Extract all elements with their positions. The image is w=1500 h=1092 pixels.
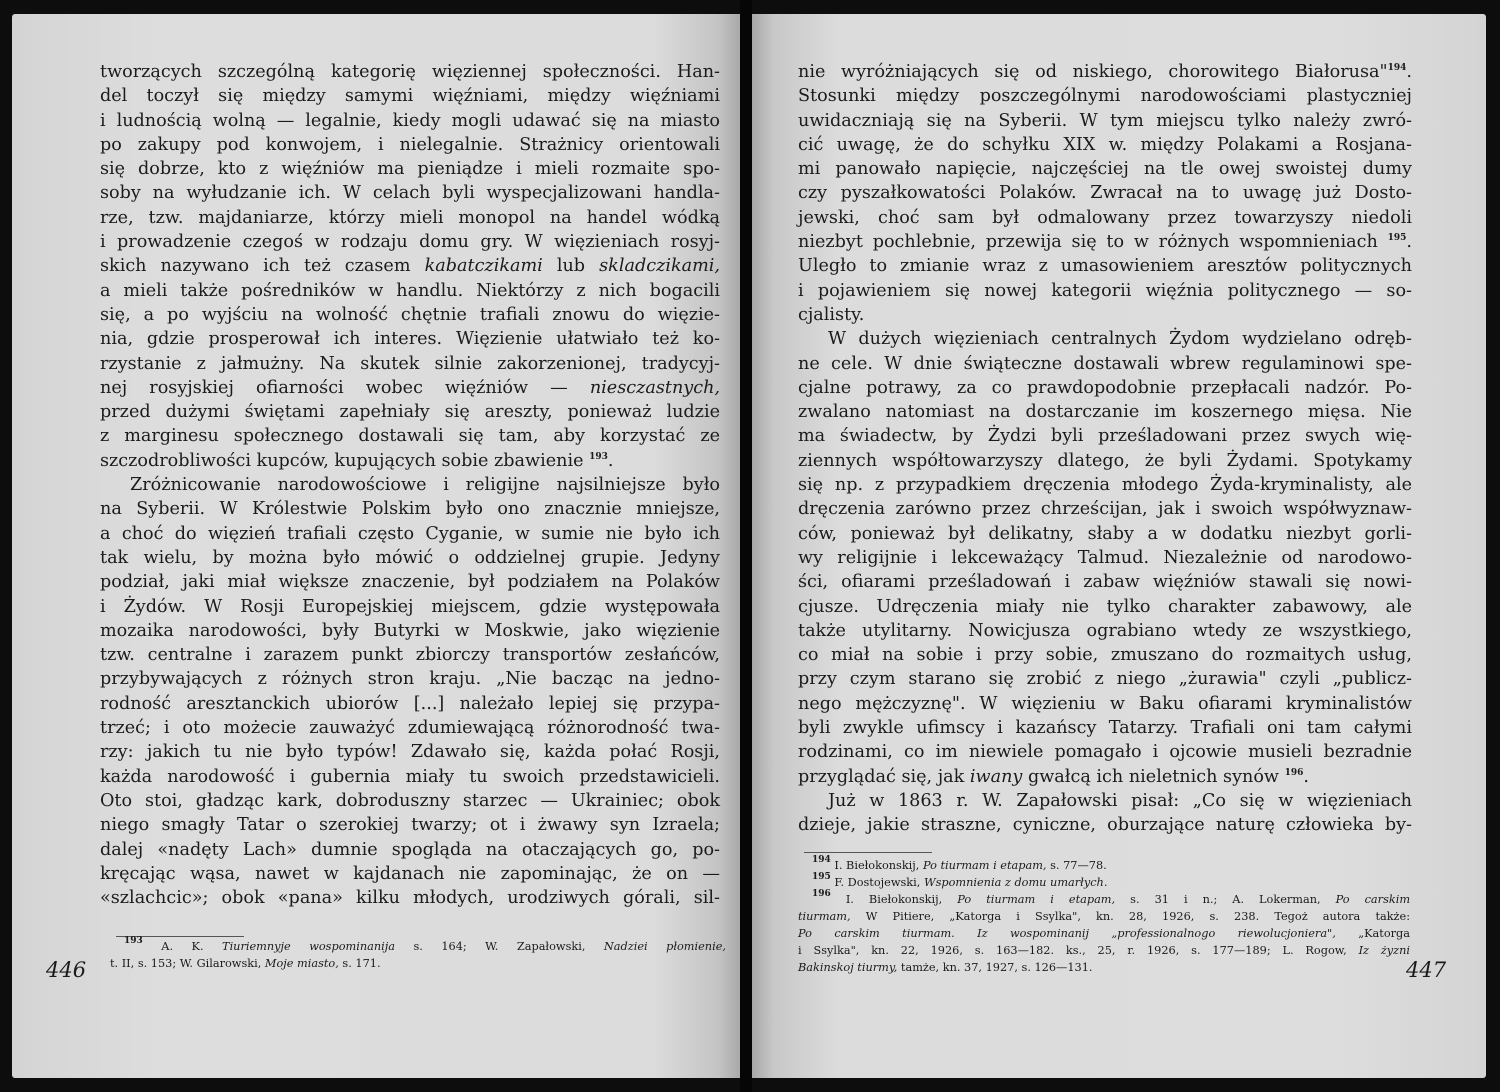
text-line: rzy: jakich tu nie było typów! Zdawało się, każda połać Rosji, bbox=[100, 742, 720, 763]
text-line: rodność aresztanckich ubiorów [...] należało lepiej się przypa- bbox=[100, 693, 720, 714]
italic-term: tiurmam, bbox=[798, 910, 851, 923]
text-line: zwalano natomiast na dostarczanie im koszernego mięsa. Nie bbox=[798, 402, 1412, 423]
italic-term: iwany bbox=[969, 766, 1023, 787]
text-line: szczodrobliwości kupców, kupujących sobie zbawienie $^{193}$. bbox=[100, 450, 614, 471]
footnote-number: 194 bbox=[812, 855, 831, 865]
text-span: s. 31 i n.; A. Lokerman, bbox=[1130, 893, 1321, 906]
left-footnotes bbox=[110, 938, 726, 972]
footnote-rule bbox=[804, 852, 932, 853]
text-line: ziennych współtowarzyszy dlatego, że byli Żydami. Spotykamy bbox=[798, 450, 1412, 471]
footnote-line bbox=[798, 942, 1410, 959]
footnote-ref: 196 bbox=[1284, 767, 1304, 778]
text-line: się, a po wyjściu na wolność chętnie trafiali znowu do więzie- bbox=[100, 304, 720, 325]
footnote-ref: 195 bbox=[1387, 233, 1407, 244]
text-line: rzystanie z jałmużny. Na skutek silnie zakorzenionej, tradycyj- bbox=[100, 353, 720, 374]
right-page-body bbox=[798, 60, 1412, 838]
text-span: i Ssylka", kn. 22, 1926, s. 163—182. ks., 25, r. 1926, s. 177—189; L. Rogow, bbox=[798, 944, 1347, 957]
text-span: niezbyt pochlebnie, przewija się to w różnych wspomnieniach bbox=[798, 232, 1378, 253]
page-number: 446 bbox=[46, 958, 87, 982]
footnote-line bbox=[798, 891, 1410, 908]
text-line: przed dużymi świętami zapełniały się areszty, ponieważ ludzie bbox=[100, 402, 720, 423]
text-line: przybywających z różnych stron kraju. „Nie bacząc na jedno- bbox=[100, 669, 720, 690]
footnote-line bbox=[798, 874, 1410, 891]
text-line: soby na wyłudzanie ich. W celach byli wyspecjalizowani handla- bbox=[100, 183, 720, 204]
text-span: gwałcą ich nieletnich synów bbox=[1027, 766, 1279, 787]
text-line: i prowadzenie czegoś w rodzaju domu gry. W więzieniach rosyj- bbox=[100, 232, 720, 253]
text-line: ma świadectw, by Żydzi byli prześladowani przez swych wię- bbox=[798, 426, 1412, 447]
text-line: nego mężczyznę". W więzieniu w Baku ofiarami kryminalistów bbox=[798, 693, 1412, 714]
text-line: mozaika narodowości, były Butyrki w Moskwie, jako więzienie bbox=[100, 620, 720, 641]
text-span: W Pitiere, „Katorga i Ssylka", kn. 28, 1926, s. 238. Tegoż autora także: bbox=[865, 910, 1411, 923]
italic-term: Po carskim bbox=[1335, 893, 1411, 906]
text-line: kręcając wąsa, nawet w kajdanach nie zapominając, że on — bbox=[100, 863, 720, 884]
text-line: Już w 1863 r. W. Zapałowski pisał: „Co się w więzieniach bbox=[828, 790, 1412, 811]
text-line: co miał na sobie i przy sobie, zmuszano do rozmaitych usług, bbox=[798, 645, 1412, 666]
text-line: przy czym starano się zrobić z niego „żurawia" czyli „publicz- bbox=[798, 669, 1412, 690]
italic-term: Moje miasto, bbox=[264, 957, 339, 970]
footnote-number: 196 bbox=[812, 889, 831, 899]
footnote-number: 193 bbox=[124, 936, 143, 946]
text-line: nia, gdzie prosperował ich interes. Więzienie ułatwiało też ko- bbox=[100, 329, 720, 350]
italic-term: skladczikami, bbox=[599, 256, 721, 277]
text-span: s. 171. bbox=[342, 957, 381, 970]
text-line: ści, ofiarami prześladowań i zabaw więźniów stawali się nowi- bbox=[798, 572, 1412, 593]
text-line: i ludnością wolną — legalnie, kiedy mogli udawać się na miasto bbox=[100, 110, 720, 131]
italic-term: niesczastnych, bbox=[589, 377, 721, 398]
footnote-line bbox=[798, 959, 1410, 976]
text-line: tworzących szczególną kategorię więziennej społeczności. Han- bbox=[100, 62, 720, 82]
text-line: przyglądać się, jak iwany gwałcą ich nieletnich synów $^{196}$. bbox=[798, 766, 1309, 787]
footnote-line bbox=[798, 908, 1410, 925]
text-line: W dużych więzieniach centralnych Żydom wydzielano odręb- bbox=[828, 329, 1412, 350]
text-line bbox=[100, 376, 720, 400]
text-line: i Żydów. W Rosji Europejskiej miejscem, gdzie występowała bbox=[100, 596, 720, 617]
text-line: wy religijnie i lekceważący Talmud. Niezależnie od narodowo- bbox=[798, 547, 1412, 568]
text-line: Uległo to zmianie wraz z umasowieniem aresztów politycznych bbox=[798, 256, 1412, 277]
text-span: A. K. bbox=[161, 940, 204, 953]
text-span: nej rosyjskiej ofiarności wobec więźniów — bbox=[100, 377, 568, 398]
footnote-number: 195 bbox=[812, 872, 831, 882]
text-span: przyglądać się, jak bbox=[798, 766, 965, 787]
text-line: Zróżnicowanie narodowościowe i religijne najsilniejsze było bbox=[130, 475, 720, 496]
text-line: po zakupy pod konwojem, i nielegalnie. Strażnicy orientowali bbox=[100, 134, 720, 155]
text-line: cjusze. Udręczenia miały nie tylko charakter zabawowy, ale bbox=[798, 596, 1412, 617]
text-line: tak wielu, by można było mówić o oddzielnej grupie. Jedyny bbox=[100, 547, 720, 568]
text-line: i pojawieniem się nowej kategorii więźnia politycznego — so- bbox=[798, 280, 1412, 301]
text-span: t. II, s. 153; W. Gilarowski, bbox=[110, 957, 262, 970]
footnote-line bbox=[110, 938, 726, 955]
text-line: także utylitarny. Nowicjusza ograbiano wtedy ze wszystkiego, bbox=[798, 620, 1412, 641]
text-line: tzw. centralne i zarazem punkt zbiorczy transportów zesłańców, bbox=[100, 645, 720, 666]
footnote-ref: 194 bbox=[1387, 63, 1407, 73]
text-span: I. Biełokonskij, bbox=[845, 893, 943, 906]
italic-term: Po tiurmam i etapam, bbox=[922, 859, 1047, 872]
text-span: skich nazywano ich też czasem bbox=[100, 256, 411, 277]
text-line: dzieje, jakie straszne, cyniczne, oburzające naturę człowieka by- bbox=[798, 815, 1412, 836]
text-line: uwidaczniają się na Syberii. W tym miejscu tylko należy zwró- bbox=[798, 110, 1412, 131]
right-page bbox=[752, 14, 1486, 1078]
text-span: F. Dostojewski, bbox=[834, 876, 921, 889]
italic-term: Nadziei płomienie, bbox=[603, 940, 726, 953]
text-line: ne cele. W dnie świąteczne dostawali wbrew regulaminowi spe- bbox=[798, 353, 1412, 374]
text-line: się np. z przypadkiem dręczenia młodego Żyda-kryminalisty, ale bbox=[798, 475, 1412, 496]
text-span: s. 77—78. bbox=[1050, 859, 1107, 872]
text-line: Oto stoi, gładząc kark, dobroduszny starzec — Ukrainiec; obok bbox=[100, 790, 720, 811]
text-line: jewski, choć sam był odmalowany przez towarzyszy niedoli bbox=[798, 207, 1412, 228]
italic-term: Tiuriemnyje wospominanija bbox=[222, 940, 395, 953]
text-line: dalej «nadęty Lach» dumnie spogląda na otaczających go, po- bbox=[100, 839, 720, 860]
text-span: I. Biełokonskij, bbox=[834, 859, 920, 872]
footnote-line bbox=[798, 857, 1410, 874]
text-line: niego smagły Tatar o szerokiej twarzy; ot i żwawy syn Izraela; bbox=[100, 815, 720, 836]
text-line: mi panowało napięcie, najczęściej na tle owej swoistej dumy bbox=[798, 159, 1412, 180]
text-span: nie wyróżniających się od niskiego, chorowitego Białorusa" bbox=[798, 62, 1388, 82]
right-footnotes bbox=[798, 857, 1410, 976]
footnote-line bbox=[110, 955, 726, 972]
text-line: del toczył się między samymi więźniami, między więźniami bbox=[100, 86, 720, 107]
text-line: Stosunki między poszczególnymi narodowościami plastyczniej bbox=[798, 86, 1412, 107]
text-line: podział, jaki miał większe znaczenie, był podziałem na Polaków bbox=[100, 572, 720, 593]
text-line: rze, tzw. majdaniarze, którzy mieli monopol na handel wódką bbox=[100, 207, 720, 228]
footnote-line bbox=[798, 925, 1410, 942]
text-span: lub bbox=[556, 256, 586, 277]
left-page-body bbox=[100, 60, 720, 910]
text-line: czy pyszałkowatości Polaków. Zwracał na to uwagę już Dosto- bbox=[798, 183, 1412, 204]
italic-term: Bakinskoj tiurmy, bbox=[798, 961, 898, 974]
text-line: się dobrze, kto z więźniów ma pieniądze i mieli rozmaite spo- bbox=[100, 159, 720, 180]
footnote-ref: 193 bbox=[589, 451, 608, 462]
text-line: nie wyróżniających się od niskiego, chorowitego Białorusa"$^{194}$. bbox=[798, 62, 1412, 82]
text-span: tamże, kn. 37, 1927, s. 126—131. bbox=[900, 961, 1093, 974]
italic-term: Po tiurmam i etapam, bbox=[957, 893, 1116, 906]
text-line bbox=[100, 254, 720, 278]
text-span: szczodrobliwości kupców, kupujących sobie zbawienie bbox=[100, 450, 584, 471]
left-page bbox=[12, 14, 740, 1078]
text-line: na Syberii. W Królestwie Polskim było ono znacznie mniejsze, bbox=[100, 499, 720, 520]
text-span: s. 164; W. Zapałowski, bbox=[413, 940, 586, 953]
text-line: byli zwykle ufimscy i kazańscy Tatarzy. Trafiali oni tam całymi bbox=[798, 718, 1412, 739]
italic-term: kabatczikami bbox=[424, 256, 543, 277]
text-line: a mieli także pośredników w handlu. Niektórzy z nich bogacili bbox=[100, 280, 720, 301]
text-line: rodzinami, co im niewiele pomagało i ojcowie musieli bezradnie bbox=[798, 742, 1412, 763]
text-line: cić uwagę, że do schyłku XIX w. między Polakami a Rosjana- bbox=[798, 134, 1412, 155]
text-line: a choć do więzień trafiali często Cyganie, w sumie nie było ich bbox=[100, 523, 720, 544]
text-span: „Katorga bbox=[1358, 927, 1411, 940]
text-line: cjalne potrawy, za co prawdopodobnie przepłacali nadzór. Po- bbox=[798, 377, 1412, 398]
text-line: z marginesu społecznego dostawali się tam, aby korzystać ze bbox=[100, 426, 720, 447]
text-line: ców, ponieważ był delikatny, słaby a w dodatku niezbyt gorli- bbox=[798, 523, 1412, 544]
text-line: cjalisty. bbox=[798, 304, 865, 325]
text-line: każda narodowość i gubernia miały tu swoich przedstawicieli. bbox=[100, 766, 720, 787]
text-line: dręczenia zarówno przez chrześcijan, jak i swoich współwyznaw- bbox=[798, 499, 1412, 520]
italic-term: Wspomnienia z domu umarłych. bbox=[923, 876, 1108, 889]
text-line: trzeć; i oto możecie zauważyć zdumiewającą różnorodność twa- bbox=[100, 718, 720, 739]
text-line: «szlachcic»; obok «pana» kilku młodych, urodziwych górali, sil- bbox=[100, 888, 720, 909]
italic-term: Iz żyzni bbox=[1358, 944, 1411, 957]
text-line: niezbyt pochlebnie, przewija się to w różnych wspomnieniach $^{195}$. bbox=[798, 232, 1413, 253]
book-gutter bbox=[740, 0, 752, 1092]
italic-term: Po carskim tiurmam. Iz wospominanij „professionalnogo riewolucjoniera", bbox=[798, 927, 1336, 940]
page-number: 447 bbox=[1406, 958, 1447, 982]
